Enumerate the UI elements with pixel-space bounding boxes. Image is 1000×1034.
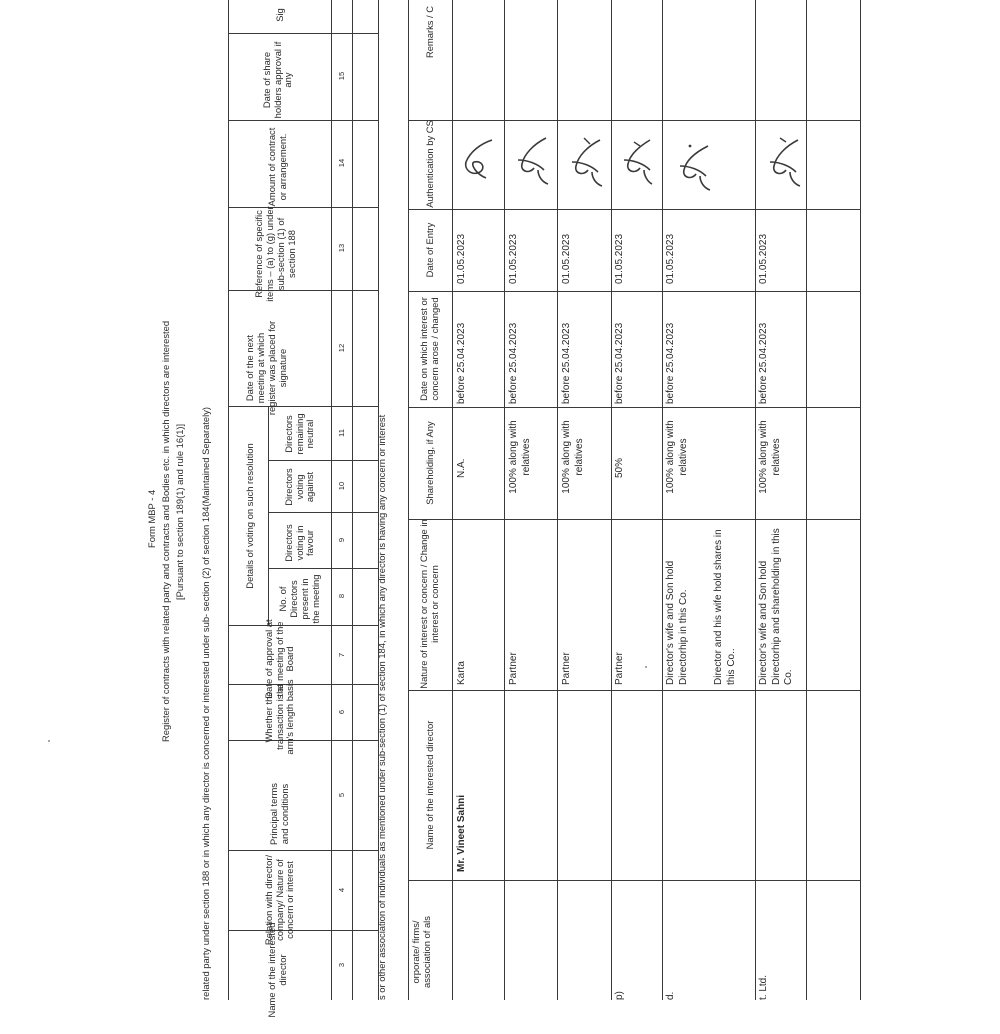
t2-r5-nature2: Director and his wife hold shares in this Co.. [713, 529, 737, 685]
t1-h-favour: Directors voting in favour [282, 524, 316, 562]
cs-signature-5 [668, 136, 720, 198]
t2-r1-entry: 01.05.2023 [456, 233, 467, 284]
table2-caption: s or other association of individuals as mentioned under sub-section (1) of section 184, in which any director is having any concern or interest [376, 414, 387, 1000]
t2-r3-nature: Partner [561, 652, 572, 685]
t1-h-terms: Principal terms and conditions [268, 783, 290, 845]
t2-r4-shareholding: 50% [614, 457, 625, 478]
t2-r3-shareholding: 100% along with relatives [561, 420, 585, 494]
t1-num: 7 [336, 652, 346, 658]
t2-h-date-arose: Date on which interest or concern arose / changed [418, 297, 440, 401]
t2-r4-entry: 01.05.2023 [614, 233, 625, 284]
t1-num: 4 [336, 887, 346, 893]
cs-signature-3 [562, 130, 610, 198]
t1-num: 14 [336, 158, 346, 168]
t2-r4-date: before 25.04.2023 [614, 322, 625, 404]
t1-h-neutral: Directors remaining neutral [282, 413, 316, 455]
t1-h-director: Name of the interested director [266, 922, 288, 1018]
t1-num: 3 [336, 962, 346, 968]
cs-signature-4 [614, 132, 662, 192]
t2-h-entity: orporate/ firms/ association of als [410, 916, 432, 988]
t1-h-amount: Amount of contract or arrangement. [266, 127, 288, 207]
t2-r4-entity: p) [614, 991, 625, 1000]
t2-r6-nature: Director's wife and Son hold Directorhip and shareholding in this Co. [758, 528, 794, 685]
t2-r6-date: before 25.04.2023 [758, 322, 769, 404]
t2-h-auth: Authentication by CS [423, 120, 435, 208]
t1-h-armslength: Whether the transaction is at arm's length basis [262, 679, 296, 755]
form-subtitle: Register of contracts with related party and contracts and Bodies etc. in which directors are interested [160, 320, 171, 742]
t2-r2-date: before 25.04.2023 [508, 322, 519, 404]
form-rule: [Pursuant to section 189(1) and rule 16(1)] [174, 423, 185, 600]
t2-r3-entry: 01.05.2023 [561, 233, 572, 284]
t1-h-present: No. of Directors present in the meeting [277, 574, 321, 624]
t1-num: 9 [336, 537, 346, 543]
t2-r2-shareholding: 100% along with relatives [508, 420, 532, 494]
t1-h-voting-group: Details of voting on such resolution [243, 443, 255, 589]
t1-h-nextmeeting: Date of the next meeting at which register was placed for signature [244, 320, 288, 416]
t1-h-reference: Reference of specific items – (a) to (g) under sub-section (1) of section 188 [253, 206, 297, 302]
t1-num: 6 [336, 709, 346, 715]
table1-caption: related party under section 188 or in which any director is concerned or interested under sub- section (2) of section 184(Maintained Separately) [200, 406, 211, 1000]
t1-num: 12 [336, 343, 346, 353]
t1-num: 13 [336, 243, 346, 253]
t2-director-name: Mr. Vineet Sahni [456, 794, 467, 872]
t1-num: 15 [336, 71, 346, 81]
t2-r2-nature: Partner [508, 652, 519, 685]
t1-num: 10 [336, 481, 346, 491]
cs-signature-1 [452, 130, 504, 190]
cs-signature-2 [508, 130, 556, 192]
t2-r5-shareholding: 100% along with relatives [665, 420, 689, 494]
t2-h-shareholding: Shareholding, if Any [423, 421, 435, 505]
t2-r1-shareholding: N.A. [456, 458, 467, 478]
scan-speck [48, 740, 50, 742]
form-title: Form MBP - 4 [146, 489, 157, 548]
t2-r3-date: before 25.04.2023 [561, 322, 572, 404]
t2-r6-shareholding: 100% along with relatives [758, 420, 782, 494]
t1-h-shareholders: Date of share holders approval if any [260, 41, 294, 119]
t2-r2-entry: 01.05.2023 [508, 233, 519, 284]
t2-r5-entity: d. [665, 991, 676, 1000]
cs-signature-6 [760, 130, 808, 196]
scan-speck [645, 666, 647, 668]
t2-r6-entry: 01.05.2023 [758, 233, 769, 284]
t2-h-nature: Nature of interest or concern / Change in interest or concern [418, 519, 440, 689]
t2-r5-nature: Director's wife and Son hold Directorhip in this Co. [665, 560, 689, 685]
t2-h-remarks: Remarks / C [423, 5, 435, 59]
t2-r1-date: before 25.04.2023 [456, 322, 467, 404]
t1-num: 5 [336, 792, 346, 798]
t1-h-relation: Relation with director/ company/ Nature of concern or interest [262, 854, 296, 946]
t2-r6-entity: t. Ltd. [758, 974, 769, 1000]
t2-r5-date: before 25.04.2023 [665, 322, 676, 404]
t2-h-entry: Date of Entry [423, 222, 435, 278]
t1-num: 11 [336, 429, 346, 437]
t2-r5-entry: 01.05.2023 [665, 233, 676, 284]
t1-num: 8 [336, 593, 346, 599]
t1-h-against: Directors voting against [282, 468, 316, 506]
t2-h-director: Name of the interested director [423, 720, 435, 850]
t2-r4-nature: Partner [614, 652, 625, 685]
t2-r1-nature: Karta [456, 661, 467, 685]
t1-h-signature: Sig [273, 8, 285, 22]
t1-h-approval: Date of approval at the meeting of the Board [262, 619, 296, 699]
